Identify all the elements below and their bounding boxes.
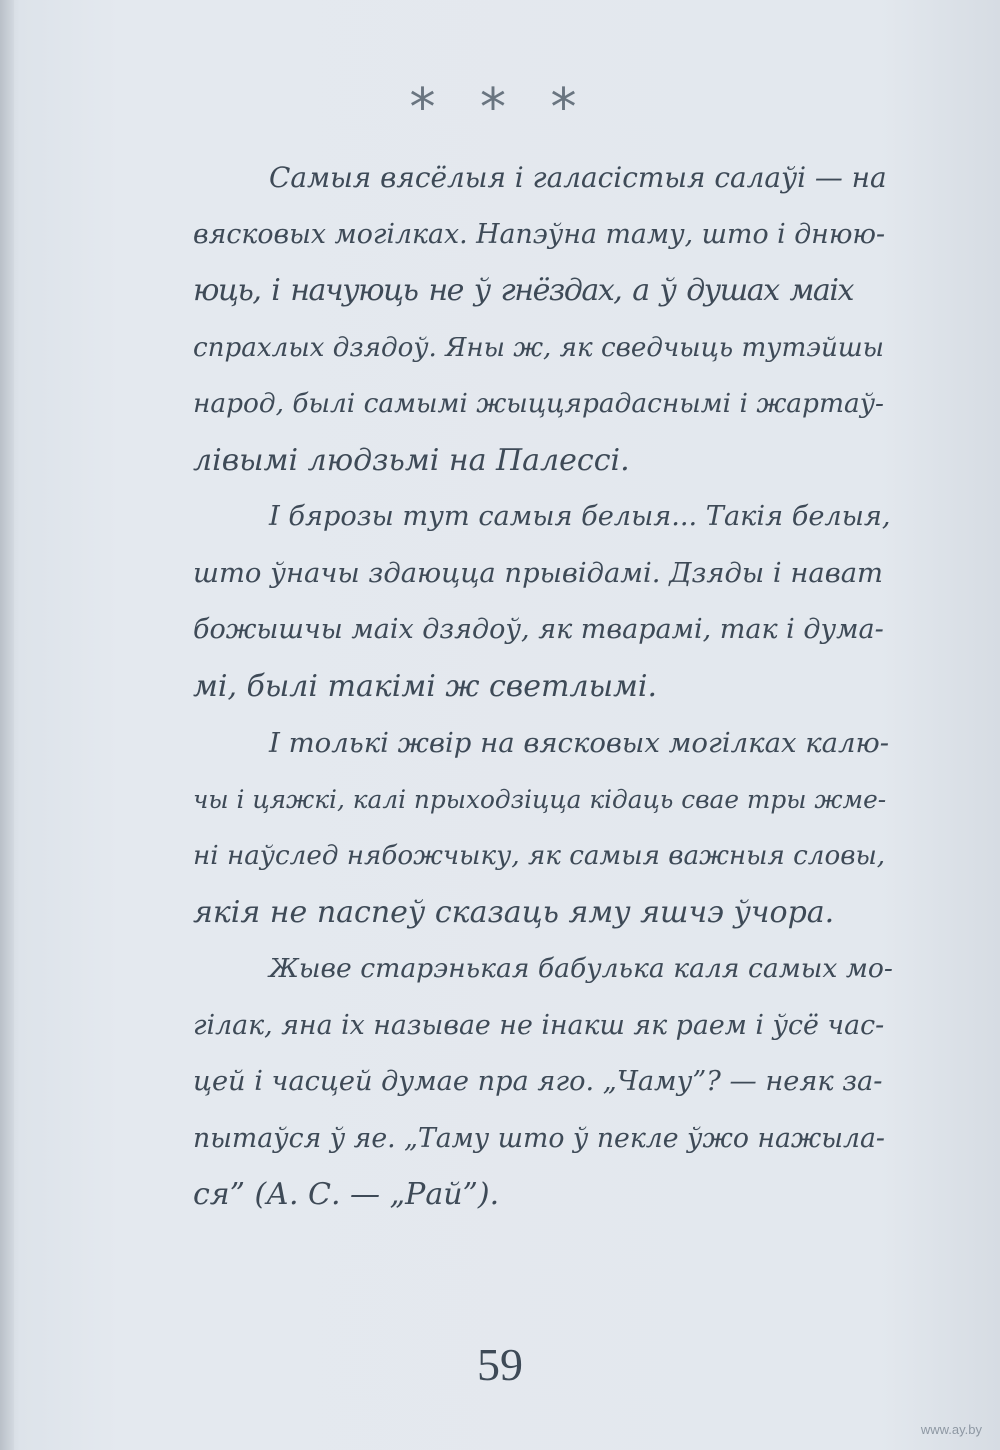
text-line: пытаўся ў яе. „Таму што ў пекле ўжо нажыла- bbox=[193, 1122, 885, 1154]
text-line: што ўначы здаюцца прывідамі. Дзяды і нават bbox=[193, 557, 883, 589]
watermark-text: www.ay.by bbox=[920, 1422, 982, 1437]
text-line: ні наўслед нябожчыку, як самыя важныя словы, bbox=[193, 841, 886, 871]
text-line: ся” (А. С. — „Рай”). bbox=[193, 1177, 500, 1212]
text-line: спрахлых дзядоў. Яны ж, як сведчыць тутэйшы bbox=[193, 332, 884, 363]
text-line: цей і часцей думае пра яго. „Чаму”? — неяк за- bbox=[193, 1066, 883, 1097]
book-spine-shadow bbox=[0, 0, 14, 1450]
text-line: Жыве старэнькая бабулька каля самых мо- bbox=[269, 953, 893, 984]
text-line: І бярозы тут самыя белыя... Такія белыя, bbox=[269, 501, 891, 532]
text-line: вясковых могілках. Напэўна таму, што і днюю- bbox=[193, 218, 886, 250]
text-line: лівымі людзьмі на Палессі. bbox=[193, 442, 630, 478]
text-line: божышчы маіх дзядоў, як тварамі, так і дума- bbox=[193, 614, 884, 645]
text-line: Самыя вясёлыя і галасістыя салаўі — на bbox=[269, 161, 887, 194]
text-line: гілак, яна іх называе не інакш як раем і ўсё час- bbox=[193, 1009, 885, 1041]
body-text bbox=[193, 150, 893, 1224]
text-line: народ, былі самымі жыццярадаснымі і жартаў- bbox=[193, 388, 884, 419]
section-ornament: * * * bbox=[409, 78, 591, 138]
text-line: чы і цяжкі, калі прыходзіцца кідаць свае тры жме- bbox=[193, 784, 887, 814]
text-line: якія не паспеў сказаць яму яшчэ ўчора. bbox=[193, 894, 835, 930]
text-line: мі, былі такімі ж светлымі. bbox=[193, 668, 658, 704]
text-line: І толькі жвір на вясковых могілках калю- bbox=[269, 727, 890, 759]
page-number: 59 bbox=[477, 1339, 523, 1390]
text-line: юць, і начуюць не ў гнёздах, а ў душах маіх bbox=[193, 273, 853, 308]
